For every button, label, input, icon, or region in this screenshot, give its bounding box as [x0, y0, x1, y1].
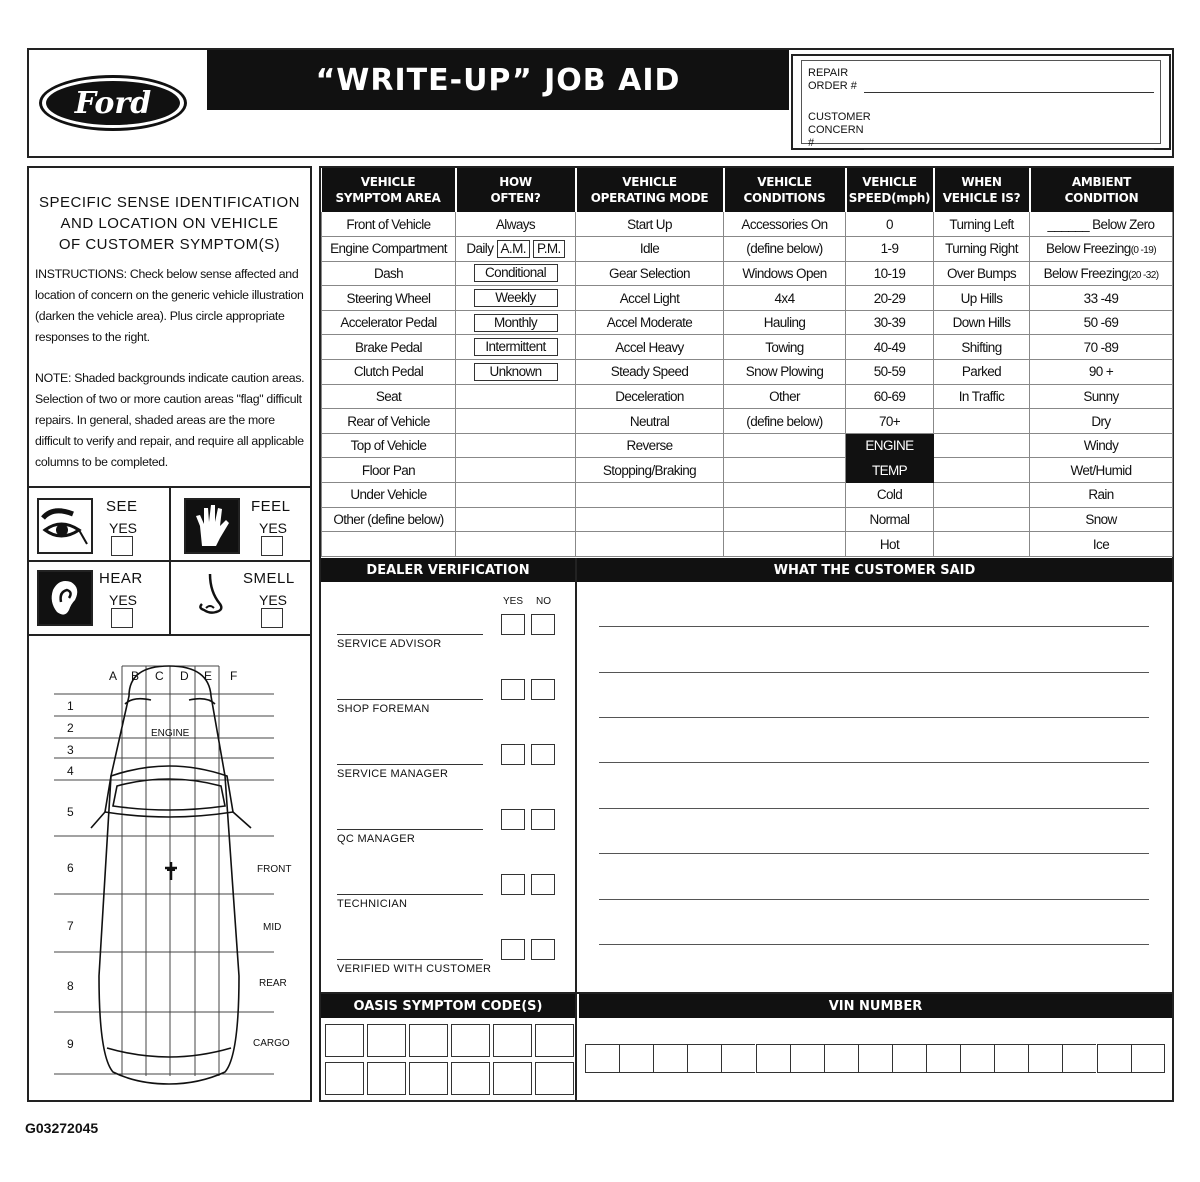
symptom-cell[interactable]: Rear of Vehicle — [322, 409, 456, 434]
mode-cell[interactable]: Deceleration — [576, 384, 724, 409]
mode-cell[interactable] — [576, 483, 724, 508]
condition-cell[interactable] — [724, 532, 846, 557]
often-cell[interactable] — [456, 483, 576, 508]
vin-title: VIN NUMBER — [579, 994, 1172, 1018]
condition-cell[interactable]: 4x4 — [724, 286, 846, 311]
yes-checkbox[interactable] — [501, 874, 525, 895]
smell-yes-label: YES — [259, 592, 288, 608]
table-row — [322, 237, 1173, 262]
ear-icon — [37, 570, 93, 626]
when-cell[interactable] — [934, 458, 1030, 483]
speed-cell[interactable]: Hot — [846, 532, 934, 557]
condition-cell[interactable]: Towing — [724, 335, 846, 360]
mode-cell[interactable]: Steady Speed — [576, 360, 724, 385]
no-checkbox[interactable] — [531, 744, 555, 765]
often-cell[interactable] — [456, 384, 576, 409]
mode-cell[interactable]: Accel Heavy — [576, 335, 724, 360]
verification-row-service-manager: SERVICE MANAGER — [337, 744, 577, 794]
zone-front: FRONT — [257, 864, 292, 875]
ambient-cell[interactable]: Wet/Humid — [1030, 458, 1173, 483]
ambient-cell[interactable]: Rain — [1030, 483, 1173, 508]
symptom-cell[interactable]: Under Vehicle — [322, 483, 456, 508]
am-option[interactable]: A.M. — [497, 240, 530, 258]
vin-char-box[interactable] — [824, 1044, 858, 1073]
sense-title: SPECIFIC SENSE IDENTIFICATION AND LOCATION ON VEHICLE OF CUSTOMER SYMPTOM(S) — [39, 194, 300, 253]
often-cell[interactable]: Monthly — [456, 310, 576, 335]
ambient-cell[interactable]: Sunny — [1030, 384, 1173, 409]
often-cell[interactable]: Always — [456, 212, 576, 237]
customer-said-line[interactable] — [599, 808, 1149, 809]
oasis-code-box[interactable] — [409, 1062, 448, 1095]
when-cell[interactable] — [934, 409, 1030, 434]
sense-row-bottom — [29, 560, 310, 634]
vin-char-box[interactable] — [926, 1044, 960, 1073]
ambient-cell[interactable]: Dry — [1030, 409, 1173, 434]
no-checkbox[interactable] — [531, 874, 555, 895]
vin-char-box[interactable] — [1028, 1044, 1062, 1073]
yes-checkbox[interactable] — [501, 744, 525, 765]
oasis-code-box[interactable] — [325, 1024, 364, 1057]
svg-text:1: 1 — [67, 699, 74, 713]
condition-cell[interactable]: (define below) — [724, 237, 846, 262]
table-row — [322, 286, 1173, 311]
header-how-often: HOW OFTEN? — [456, 168, 576, 212]
vin-char-box[interactable] — [585, 1044, 619, 1073]
when-cell[interactable]: Turning Right — [934, 237, 1030, 262]
speed-cell[interactable]: Normal — [846, 507, 934, 532]
symptom-cell[interactable]: Brake Pedal — [322, 335, 456, 360]
yes-checkbox[interactable] — [501, 809, 525, 830]
speed-cell[interactable]: 70+ — [846, 409, 934, 434]
vin-char-box[interactable] — [892, 1044, 926, 1073]
logo-text: Ford — [74, 85, 152, 121]
when-cell[interactable] — [934, 483, 1030, 508]
hear-checkbox[interactable] — [111, 608, 133, 628]
condition-cell[interactable]: Hauling — [724, 310, 846, 335]
mode-cell[interactable]: Neutral — [576, 409, 724, 434]
svg-text:8: 8 — [67, 979, 74, 993]
speed-cell[interactable]: 30-39 — [846, 310, 934, 335]
hear-yes-label: YES — [109, 592, 138, 608]
when-cell[interactable]: Parked — [934, 360, 1030, 385]
vin-char-box[interactable] — [858, 1044, 892, 1073]
vin-char-box[interactable] — [756, 1044, 790, 1073]
yes-checkbox[interactable] — [501, 939, 525, 960]
header-when: WHEN VEHICLE IS? — [934, 168, 1030, 212]
when-cell[interactable]: Up Hills — [934, 286, 1030, 311]
often-cell[interactable]: Weekly — [456, 286, 576, 311]
customer-said-line[interactable] — [599, 899, 1149, 900]
often-cell[interactable]: Conditional — [456, 261, 576, 286]
no-checkbox[interactable] — [531, 614, 555, 635]
mode-cell[interactable]: Start Up — [576, 212, 724, 237]
often-cell[interactable] — [456, 409, 576, 434]
instructions-text: INSTRUCTIONS: Check below sense affected and location of concern on the generic vehicle illustration (darken the vehicle area). Plus circle appropriate responses to the right. — [35, 267, 304, 344]
no-checkbox[interactable] — [531, 939, 555, 960]
symptom-cell[interactable]: Engine Compartment — [322, 237, 456, 262]
header-conditions: VEHICLE CONDITIONS — [724, 168, 846, 212]
mode-cell[interactable]: Reverse — [576, 433, 724, 458]
often-cell[interactable] — [456, 458, 576, 483]
vin-char-box[interactable] — [721, 1044, 755, 1073]
vin-input-row[interactable] — [585, 1044, 1165, 1073]
hear-label: HEAR — [99, 570, 143, 587]
svg-text:5: 5 — [67, 805, 74, 819]
oasis-code-box[interactable] — [535, 1062, 574, 1095]
symptom-cell[interactable]: Floor Pan — [322, 458, 456, 483]
often-cell[interactable] — [456, 433, 576, 458]
symptom-cell[interactable]: Dash — [322, 261, 456, 286]
vin-char-box[interactable] — [653, 1044, 687, 1073]
symptom-cell[interactable]: Front of Vehicle — [322, 212, 456, 237]
verification-row-technician: TECHNICIAN — [337, 874, 577, 924]
yes-checkbox[interactable] — [501, 614, 525, 635]
vin-char-box[interactable] — [1062, 1044, 1096, 1073]
speed-cell[interactable]: Cold — [846, 483, 934, 508]
eye-icon — [37, 498, 93, 554]
header-ambient: AMBIENT CONDITION — [1030, 168, 1173, 212]
ambient-cell[interactable]: Windy — [1030, 433, 1173, 458]
oasis-code-box[interactable] — [493, 1024, 532, 1057]
when-cell[interactable]: Down Hills — [934, 310, 1030, 335]
oasis-code-box[interactable] — [325, 1062, 364, 1095]
svg-text:3: 3 — [67, 743, 74, 757]
vehicle-location-grid[interactable] — [29, 634, 310, 1100]
customer-concern-field[interactable]: CUSTOMER CONCERN # — [808, 111, 1154, 150]
svg-text:9: 9 — [67, 1037, 74, 1051]
yes-checkbox[interactable] — [501, 679, 525, 700]
often-cell[interactable]: Intermittent — [456, 335, 576, 360]
svg-text:6: 6 — [67, 861, 74, 875]
often-cell[interactable]: Unknown — [456, 360, 576, 385]
verification-row-qc-manager: QC MANAGER — [337, 809, 577, 859]
when-cell[interactable] — [934, 532, 1030, 557]
oasis-code-box[interactable] — [451, 1024, 490, 1057]
vin-char-box[interactable] — [687, 1044, 721, 1073]
header-speed: VEHICLE SPEED(mph) — [846, 168, 934, 212]
oasis-code-box[interactable] — [535, 1024, 574, 1057]
zone-mid: MID — [263, 922, 282, 933]
grid-col-f: F — [230, 669, 238, 683]
symptom-cell[interactable]: Steering Wheel — [322, 286, 456, 311]
speed-cell[interactable]: 0 — [846, 212, 934, 237]
speed-cell[interactable]: 40-49 — [846, 335, 934, 360]
grid-col-e: E — [204, 669, 213, 683]
see-yes-label: YES — [109, 520, 138, 536]
oasis-code-box[interactable] — [493, 1062, 532, 1095]
smell-label: SMELL — [243, 570, 295, 587]
no-checkbox[interactable] — [531, 809, 555, 830]
mode-cell[interactable]: Accel Light — [576, 286, 724, 311]
table-row — [322, 261, 1173, 286]
oasis-code-box[interactable] — [409, 1024, 448, 1057]
ambient-cell[interactable]: Below Freezing(0 -19) — [1030, 237, 1173, 262]
ambient-cell[interactable]: Below Freezing(20 -32) — [1030, 261, 1173, 286]
hand-icon — [184, 498, 240, 554]
figure-code: G03272045 — [25, 1120, 99, 1136]
header-symptom-area: VEHICLE SYMPTOM AREA — [322, 168, 456, 212]
mode-cell[interactable]: Idle — [576, 237, 724, 262]
grid-col-d: D — [180, 669, 189, 683]
customer-said-title: WHAT THE CUSTOMER SAID — [577, 558, 1172, 582]
mode-cell[interactable] — [576, 532, 724, 557]
symptom-table — [321, 168, 1173, 557]
verification-row-verified-with-customer: VERIFIED WITH CUSTOMER — [337, 939, 577, 989]
when-cell[interactable]: Over Bumps — [934, 261, 1030, 286]
svg-text:4: 4 — [67, 764, 74, 778]
see-checkbox[interactable] — [111, 536, 133, 556]
svg-text:2: 2 — [67, 721, 74, 735]
condition-cell[interactable] — [724, 458, 846, 483]
condition-cell[interactable] — [724, 507, 846, 532]
form-header — [27, 48, 1174, 158]
symptom-cell[interactable]: Top of Vehicle — [322, 433, 456, 458]
often-cell[interactable] — [456, 507, 576, 532]
smell-checkbox[interactable] — [261, 608, 283, 628]
when-cell[interactable]: Turning Left — [934, 212, 1030, 237]
note-text: NOTE: Shaded backgrounds indicate caution areas. Selection of two or more caution areas "flag" difficult repairs. In general, shaded areas are the more difficult to verify and repair, and require all applicable columns to be completed. — [35, 371, 305, 469]
pm-option[interactable]: P.M. — [533, 240, 565, 258]
nose-icon — [184, 570, 240, 626]
ford-logo — [39, 75, 187, 131]
table-row — [322, 409, 1173, 434]
condition-cell[interactable]: Windows Open — [724, 261, 846, 286]
table-row — [322, 310, 1173, 335]
customer-said-line[interactable] — [599, 853, 1149, 854]
condition-cell[interactable]: Accessories On — [724, 212, 846, 237]
vin-char-box[interactable] — [994, 1044, 1028, 1073]
customer-said-line[interactable] — [599, 944, 1149, 945]
table-row — [322, 458, 1173, 483]
feel-checkbox[interactable] — [261, 536, 283, 556]
often-cell[interactable]: Daily A.M. P.M. — [456, 237, 576, 262]
feel-label: FEEL — [251, 498, 291, 515]
vin-char-box[interactable] — [790, 1044, 824, 1073]
when-cell[interactable] — [934, 433, 1030, 458]
oasis-code-box[interactable] — [367, 1024, 406, 1057]
customer-said-line[interactable] — [599, 762, 1149, 763]
oasis-code-box[interactable] — [367, 1062, 406, 1095]
engine-temp-header: TEMP — [846, 458, 934, 483]
vin-char-box[interactable] — [1131, 1044, 1165, 1073]
when-cell[interactable]: In Traffic — [934, 384, 1030, 409]
condition-cell[interactable] — [724, 483, 846, 508]
mode-cell[interactable]: Stopping/Braking — [576, 458, 724, 483]
table-row — [322, 212, 1173, 237]
speed-cell[interactable]: 10-19 — [846, 261, 934, 286]
often-cell[interactable] — [456, 532, 576, 557]
ambient-cell[interactable]: 90 + — [1030, 360, 1173, 385]
speed-cell[interactable]: 50-59 — [846, 360, 934, 385]
oasis-code-box[interactable] — [451, 1062, 490, 1095]
table-row — [322, 335, 1173, 360]
table-row — [322, 384, 1173, 409]
sense-panel — [27, 166, 312, 1102]
table-row — [322, 507, 1173, 532]
ambient-cell[interactable]: ______ Below Zero — [1030, 212, 1173, 237]
ambient-cell[interactable]: Snow — [1030, 507, 1173, 532]
symptom-cell[interactable]: Other (define below) — [322, 507, 456, 532]
symptom-cell[interactable]: Clutch Pedal — [322, 360, 456, 385]
vin-char-box[interactable] — [960, 1044, 994, 1073]
table-row — [322, 360, 1173, 385]
grid-col-c: C — [155, 669, 164, 683]
speed-cell[interactable]: 1-9 — [846, 237, 934, 262]
feel-yes-label: YES — [259, 520, 288, 536]
condition-cell[interactable]: (define below) — [724, 409, 846, 434]
no-checkbox[interactable] — [531, 679, 555, 700]
see-label: SEE — [106, 498, 138, 515]
condition-cell[interactable]: Snow Plowing — [724, 360, 846, 385]
table-row — [322, 532, 1173, 557]
vin-char-box[interactable] — [619, 1044, 653, 1073]
engine-temp-header: ENGINE — [846, 433, 934, 458]
svg-text:7: 7 — [67, 919, 74, 933]
symptom-cell[interactable] — [322, 532, 456, 557]
oasis-title: OASIS SYMPTOM CODE(S) — [321, 994, 575, 1018]
symptom-cell[interactable]: Seat — [322, 384, 456, 409]
repair-order-box — [791, 54, 1171, 150]
verification-row-service-advisor: SERVICE ADVISOR — [337, 614, 577, 664]
table-row — [322, 433, 1173, 458]
customer-said-line[interactable] — [599, 626, 1149, 627]
grid-col-b: B — [131, 669, 140, 683]
dealer-verification-title: DEALER VERIFICATION — [321, 558, 575, 582]
yes-column-label: YES — [503, 596, 524, 607]
ambient-cell[interactable]: 70 -89 — [1030, 335, 1173, 360]
table-row — [322, 483, 1173, 508]
mode-cell[interactable]: Gear Selection — [576, 261, 724, 286]
ambient-cell[interactable]: Ice — [1030, 532, 1173, 557]
when-cell[interactable]: Shifting — [934, 335, 1030, 360]
verification-row-shop-foreman: SHOP FOREMAN — [337, 679, 577, 729]
repair-order-field[interactable]: REPAIR ORDER # — [808, 67, 1154, 93]
mode-cell[interactable] — [576, 507, 724, 532]
customer-said-line[interactable] — [599, 672, 1149, 673]
speed-cell[interactable]: 20-29 — [846, 286, 934, 311]
symptom-area — [319, 166, 1174, 1102]
customer-said-line[interactable] — [599, 717, 1149, 718]
zone-cargo: CARGO — [253, 1038, 290, 1049]
zone-rear: REAR — [259, 978, 287, 989]
engine-label: ENGINE — [151, 728, 190, 739]
mode-cell[interactable]: Accel Moderate — [576, 310, 724, 335]
vin-char-box[interactable] — [1097, 1044, 1131, 1073]
symptom-cell[interactable]: Accelerator Pedal — [322, 310, 456, 335]
speed-cell[interactable]: 60-69 — [846, 384, 934, 409]
condition-cell[interactable]: Other — [724, 384, 846, 409]
form-title: “WRITE-UP” JOB AID — [207, 50, 789, 110]
ambient-cell[interactable]: 33 -49 — [1030, 286, 1173, 311]
when-cell[interactable] — [934, 507, 1030, 532]
ambient-cell[interactable]: 50 -69 — [1030, 310, 1173, 335]
condition-cell[interactable] — [724, 433, 846, 458]
no-column-label: NO — [536, 596, 551, 607]
sense-row-top — [29, 486, 310, 560]
header-operating-mode: VEHICLE OPERATING MODE — [576, 168, 724, 212]
grid-col-a: A — [109, 669, 118, 683]
